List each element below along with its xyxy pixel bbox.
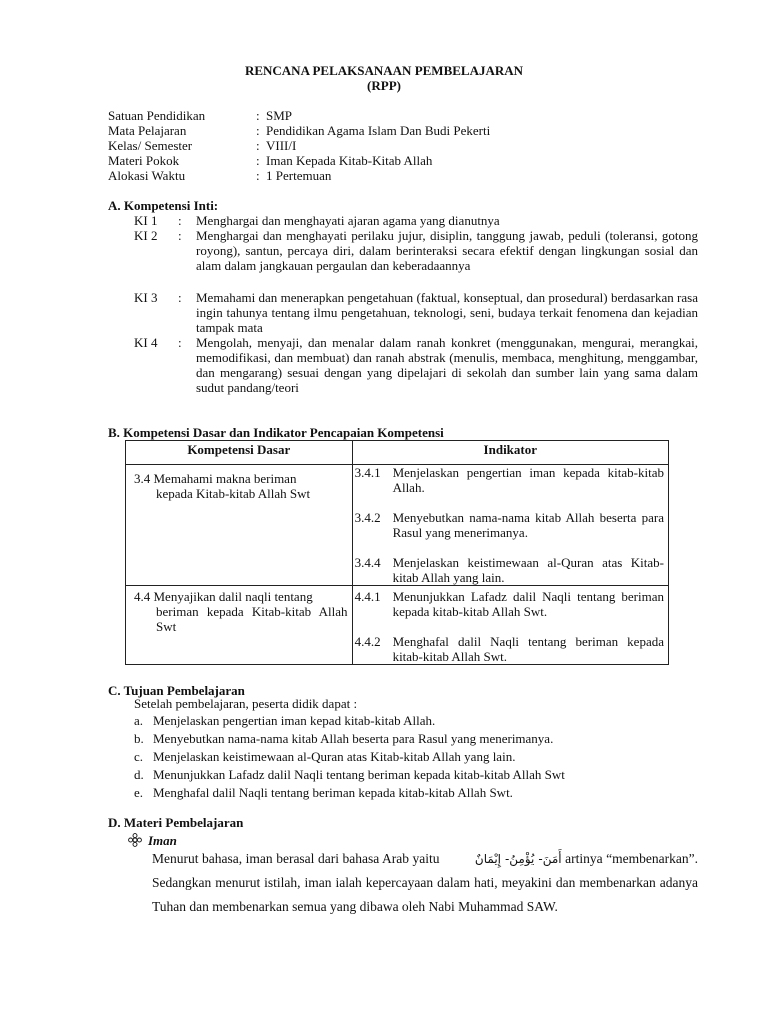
section-c-heading: C. Tujuan Pembelajaran — [108, 683, 245, 698]
table-header-kd: Kompetensi Dasar — [126, 441, 353, 465]
identity-label: Satuan Pendidikan — [108, 108, 206, 123]
section-b-heading: B. Kompetensi Dasar dan Indikator Pencapaian Kompetensi — [108, 425, 444, 440]
ki-colon: : — [178, 335, 182, 350]
document-subtitle: (RPP) — [367, 78, 401, 93]
ki-code: KI 3 — [134, 290, 158, 305]
paragraph-text-end: artinya “membenarkan”. Sedangkan menurut istilah, iman ialah kepercayaan dalam hati, meyakini dan membenarkan adanya Tuhan dan membenarkan semua yang dibawa oleh Nabi Muhammad SAW. — [152, 851, 698, 914]
indicator-number: 3.4.4 — [354, 555, 381, 570]
section-c-intro: Setelah pembelajaran, peserta didik dapat : — [134, 696, 358, 711]
identity-label: Materi Pokok — [108, 153, 180, 168]
list-text: Menghafal dalil Naqli tentang beriman kepada kitab-kitab Allah Swt. — [153, 785, 513, 800]
arabic-text: أَمَنَ- يُؤْمِنُ- إِيْمَانٌ — [474, 852, 562, 866]
subheading-iman — [128, 833, 177, 848]
table-row — [126, 586, 669, 665]
document-title: RENCANA PELAKSANAAN PEMBELAJARAN — [244, 63, 524, 78]
identity-label: Kelas/ Semester — [108, 138, 193, 153]
indicator-number: 4.4.2 — [354, 634, 381, 649]
identity-value: Iman Kepada Kitab-Kitab Allah — [266, 153, 433, 168]
indicator-item — [353, 634, 668, 664]
ki-code: KI 2 — [134, 228, 158, 243]
ki-text: Menghargai dan menghayati ajaran agama yang dianutnya — [196, 213, 500, 228]
ki-text: Menghargai dan menghayati perilaku jujur, disiplin, tanggung jawab, peduli (toleransi, gotong royong), santun, percaya diri, dalam berinteraksi secara efektif dengan lingkungan sosial dan alam dalam jangkauan pergaulan dan keberadaannya — [196, 228, 698, 273]
identity-colon: : — [256, 108, 260, 123]
list-marker: e. — [134, 785, 144, 800]
indicator-text: Menjelaskan keistimewaan al-Quran atas Kitab-kitab Allah yang lain. — [392, 555, 664, 585]
ki-item — [134, 335, 698, 395]
indicator-item — [353, 589, 668, 619]
list-item — [134, 785, 513, 800]
identity-colon: : — [256, 123, 260, 138]
flower-icon — [128, 833, 142, 847]
indicator-text: Menunjukkan Lafadz dalil Naqli tentang beriman kepada kitab-kitab Allah Swt. — [392, 589, 664, 619]
identity-label: Mata Pelajaran — [108, 123, 187, 138]
kd-cell — [126, 586, 353, 665]
subheading-text: Iman — [148, 833, 177, 848]
identity-colon: : — [256, 138, 260, 153]
indicator-item — [353, 465, 668, 495]
kd-text: 4.4 Menyajikan dalil naqli tentang — [134, 589, 313, 604]
ki-code: KI 1 — [134, 213, 158, 228]
ki-text: Memahami dan menerapkan pengetahuan (faktual, konseptual, dan prosedural) berdasarkan rasa ingin tahunya tentang ilmu pengetahuan, teknologi, seni, budaya terkait fenomena dan kejadian tampak mata — [196, 290, 698, 335]
indicator-number: 4.4.1 — [354, 589, 381, 604]
identity-label: Alokasi Waktu — [108, 168, 186, 183]
list-item — [134, 731, 553, 746]
section-a-heading: A. Kompetensi Inti: — [108, 198, 219, 213]
indicator-text: Menjelaskan pengertian iman kepada kitab-kitab Allah. — [392, 465, 664, 495]
paragraph-text-start: Menurut bahasa, iman berasal dari bahasa Arab yaitu — [152, 851, 440, 866]
kd-text-cont: beriman kepada Kitab-kitab Allah Swt — [156, 604, 348, 634]
ki-item — [134, 213, 698, 228]
kd-text: 3.4 Memahami makna beriman — [134, 471, 297, 486]
ki-text: Mengolah, menyaji, dan menalar dalam ranah konkret (menggunakan, mengurai, merangkai, memodifikasi, dan membuat) dan ranah abstrak (menulis, membaca, menghitung, menggambar, dan mengarang) sesuai dengan yang dipelajari di sekolah dan sumber lain yang sama dalam sudut pandang/teori — [196, 335, 698, 395]
ki-colon: : — [178, 228, 182, 243]
ki-colon: : — [178, 290, 182, 305]
section-d-heading: D. Materi Pembelajaran — [108, 815, 244, 830]
ki-item — [134, 290, 698, 335]
indicator-cell — [352, 586, 668, 665]
list-text: Menjelaskan pengertian iman kepad kitab-kitab Allah. — [153, 713, 436, 728]
identity-colon: : — [256, 153, 260, 168]
indicator-item — [353, 510, 668, 540]
list-item — [134, 767, 565, 782]
identity-value: VIII/I — [266, 138, 297, 153]
identity-value: SMP — [266, 108, 293, 123]
indicator-item — [353, 555, 668, 585]
ki-code: KI 4 — [134, 335, 158, 350]
list-marker: d. — [134, 767, 144, 782]
list-item — [134, 749, 515, 764]
ki-item — [134, 228, 698, 273]
indicator-number: 3.4.2 — [354, 510, 381, 525]
kd-cell — [126, 465, 353, 586]
competency-table — [125, 440, 669, 665]
identity-value: Pendidikan Agama Islam Dan Budi Pekerti — [266, 123, 491, 138]
list-marker: c. — [134, 749, 144, 764]
list-text: Menyebutkan nama-nama kitab Allah beserta para Rasul yang menerimanya. — [153, 731, 554, 746]
indicator-text: Menyebutkan nama-nama kitab Allah beserta para Rasul yang menerimanya. — [392, 510, 664, 540]
indicator-cell — [352, 465, 668, 586]
table-header-row — [126, 441, 669, 465]
indicator-text: Menghafal dalil Naqli tentang beriman kepada kitab-kitab Allah Swt. — [392, 634, 664, 664]
list-text: Menjelaskan keistimewaan al-Quran atas Kitab-kitab Allah yang lain. — [153, 749, 516, 764]
table-header-indikator: Indikator — [352, 441, 668, 465]
list-text: Menunjukkan Lafadz dalil Naqli tentang beriman kepada kitab-kitab Allah Swt — [153, 767, 565, 782]
list-item — [134, 713, 435, 728]
list-marker: a. — [134, 713, 144, 728]
materi-paragraph — [152, 847, 698, 919]
ki-colon: : — [178, 213, 182, 228]
identity-colon: : — [256, 168, 260, 183]
list-marker: b. — [134, 731, 144, 746]
identity-value: 1 Pertemuan — [266, 168, 332, 183]
kd-text-cont: kepada Kitab-kitab Allah Swt — [156, 486, 311, 501]
table-row — [126, 465, 669, 586]
indicator-number: 3.4.1 — [354, 465, 381, 480]
